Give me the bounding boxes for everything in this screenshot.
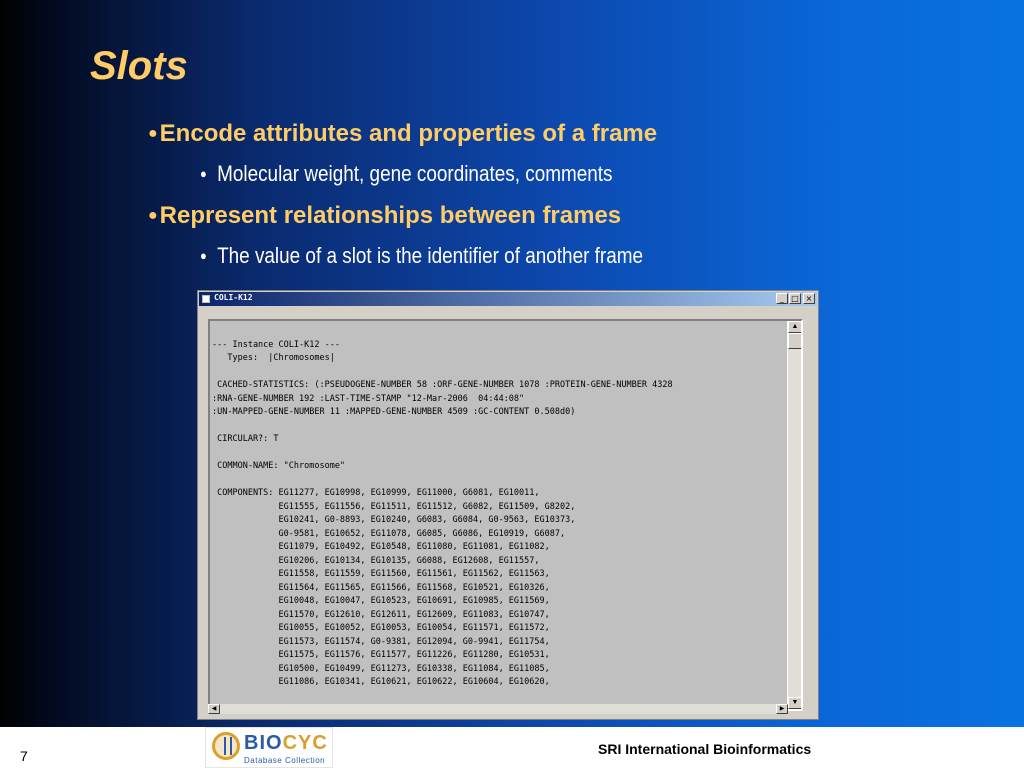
bullet-dot: ● — [200, 166, 207, 181]
frame-text-line: EG10048, EG10047, EG10523, EG10691, EG10985, EG11569, — [212, 596, 550, 606]
slide-title: Slots — [90, 44, 188, 88]
frame-text-line: EG11086, EG10341, EG10621, EG10622, EG10604, EG10620, — [212, 677, 550, 687]
frame-text-line: Types: |Chromosomes| — [212, 353, 335, 363]
biocyc-logo — [205, 727, 333, 768]
sub-bullet-text: Molecular weight, gene coordinates, comments — [217, 161, 613, 186]
slide-footer — [0, 727, 1024, 768]
frame-text-line: EG10055, EG10052, EG10053, EG10054, EG11571, EG11572, — [212, 623, 550, 633]
frame-inspector-window — [197, 290, 819, 720]
frame-text-line: EG11555, EG11556, EG11511, EG11512, G6082, EG11509, G8202, — [212, 501, 576, 512]
minimize-button[interactable]: _ — [776, 293, 788, 304]
window-titlebar[interactable] — [199, 292, 817, 306]
frame-text-line — [212, 447, 788, 461]
frame-text-line: CIRCULAR?: T — [212, 434, 279, 444]
bullet-dot: ● — [148, 125, 158, 142]
frame-text-line — [212, 366, 788, 380]
frame-text-line — [212, 325, 788, 339]
frame-text-line: CACHED-STATISTICS: (:PSEUDOGENE-NUMBER 58 :ORF-GENE-NUMBER 1078 :PROTEIN-GENE-NUMBER 4328 — [212, 380, 673, 390]
window-app-icon — [202, 295, 210, 303]
bullet-encode-attributes — [148, 120, 657, 148]
frame-text-line: --- Instance COLI-K12 --- — [212, 339, 340, 350]
bullet-dot: ● — [148, 207, 158, 224]
frame-text-area[interactable] — [208, 319, 803, 711]
frame-text-line: EG11575, EG11576, EG11577, EG11226, EG11280, EG10531, — [212, 650, 550, 660]
frame-text-line: EG10206, EG10134, EG10135, G6088, EG12608, EG11557, — [212, 555, 540, 566]
frame-text-line: COMMON-NAME: "Chromosome" — [212, 461, 346, 471]
page-number: 7 — [20, 748, 28, 764]
frame-text-line — [212, 420, 788, 434]
bullet-text: Encode attributes and properties of a frame — [159, 120, 658, 147]
footer-credit: SRI International Bioinformatics — [598, 741, 812, 757]
frame-text-line: EG11558, EG11559, EG11560, EG11561, EG11562, EG11563, — [212, 569, 550, 579]
scroll-up-arrow-icon[interactable]: ▲ — [788, 321, 802, 333]
frame-text-line: COMPONENTS: EG11277, EG10998, EG10999, EG11000, G6081, EG10011, — [212, 488, 540, 498]
maximize-button[interactable]: □ — [789, 293, 801, 304]
scroll-thumb[interactable] — [788, 333, 802, 349]
bullet-dot: ● — [200, 248, 207, 263]
biocyc-emblem-icon — [212, 732, 240, 760]
horizontal-scrollbar[interactable] — [208, 704, 788, 714]
vertical-scrollbar[interactable] — [787, 321, 801, 709]
bullet-text: Represent relationships between frames — [159, 202, 622, 229]
frame-text-line: EG11570, EG12610, EG12611, EG12609, EG11083, EG10747, — [212, 609, 550, 620]
frame-text-line — [212, 474, 788, 488]
frame-text-line: EG11573, EG11574, G0-9381, EG12094, G0-9941, EG11754, — [212, 636, 550, 647]
frame-text-line: :RNA-GENE-NUMBER 192 :LAST-TIME-STAMP "12-Mar-2006 04:44:08" — [212, 393, 525, 404]
frame-text-line: :UN-MAPPED-GENE-NUMBER 11 :MAPPED-GENE-NUMBER 4509 :GC-CONTENT 0.508d0) — [212, 407, 576, 417]
sub-bullet-molecular-weight — [200, 161, 613, 187]
logo-bio: BIO — [244, 732, 283, 754]
close-button[interactable]: × — [803, 293, 815, 304]
frame-text-line: EG10241, G0-8893, EG10240, G6083, G6084, G0-9563, EG10373, — [212, 515, 576, 525]
scroll-down-arrow-icon[interactable]: ▼ — [788, 697, 802, 709]
frame-text-line: EG10500, EG10499, EG11273, EG10338, EG11084, EG11085, — [212, 663, 550, 674]
logo-subtitle: Database Collection — [244, 756, 326, 765]
frame-text-line: EG11564, EG11565, EG11566, EG11568, EG10521, EG10326, — [212, 582, 550, 593]
sub-bullet-slot-value — [200, 243, 643, 269]
frame-text-line: G0-9581, EG10652, EG11078, G6085, G6086, EG10919, G6087, — [212, 528, 566, 539]
scroll-right-arrow-icon[interactable]: ▶ — [776, 704, 788, 714]
scroll-left-arrow-icon[interactable]: ◀ — [208, 704, 220, 714]
frame-text — [212, 325, 788, 690]
logo-cyc: CYC — [282, 732, 328, 754]
frame-text-line: EG11079, EG10492, EG10548, EG11080, EG11081, EG11082, — [212, 542, 550, 552]
window-title: COLI-K12 — [214, 293, 253, 302]
logo-wordmark — [244, 732, 328, 755]
bullet-represent-relationships — [148, 202, 621, 230]
sub-bullet-text: The value of a slot is the identifier of another frame — [217, 243, 644, 268]
